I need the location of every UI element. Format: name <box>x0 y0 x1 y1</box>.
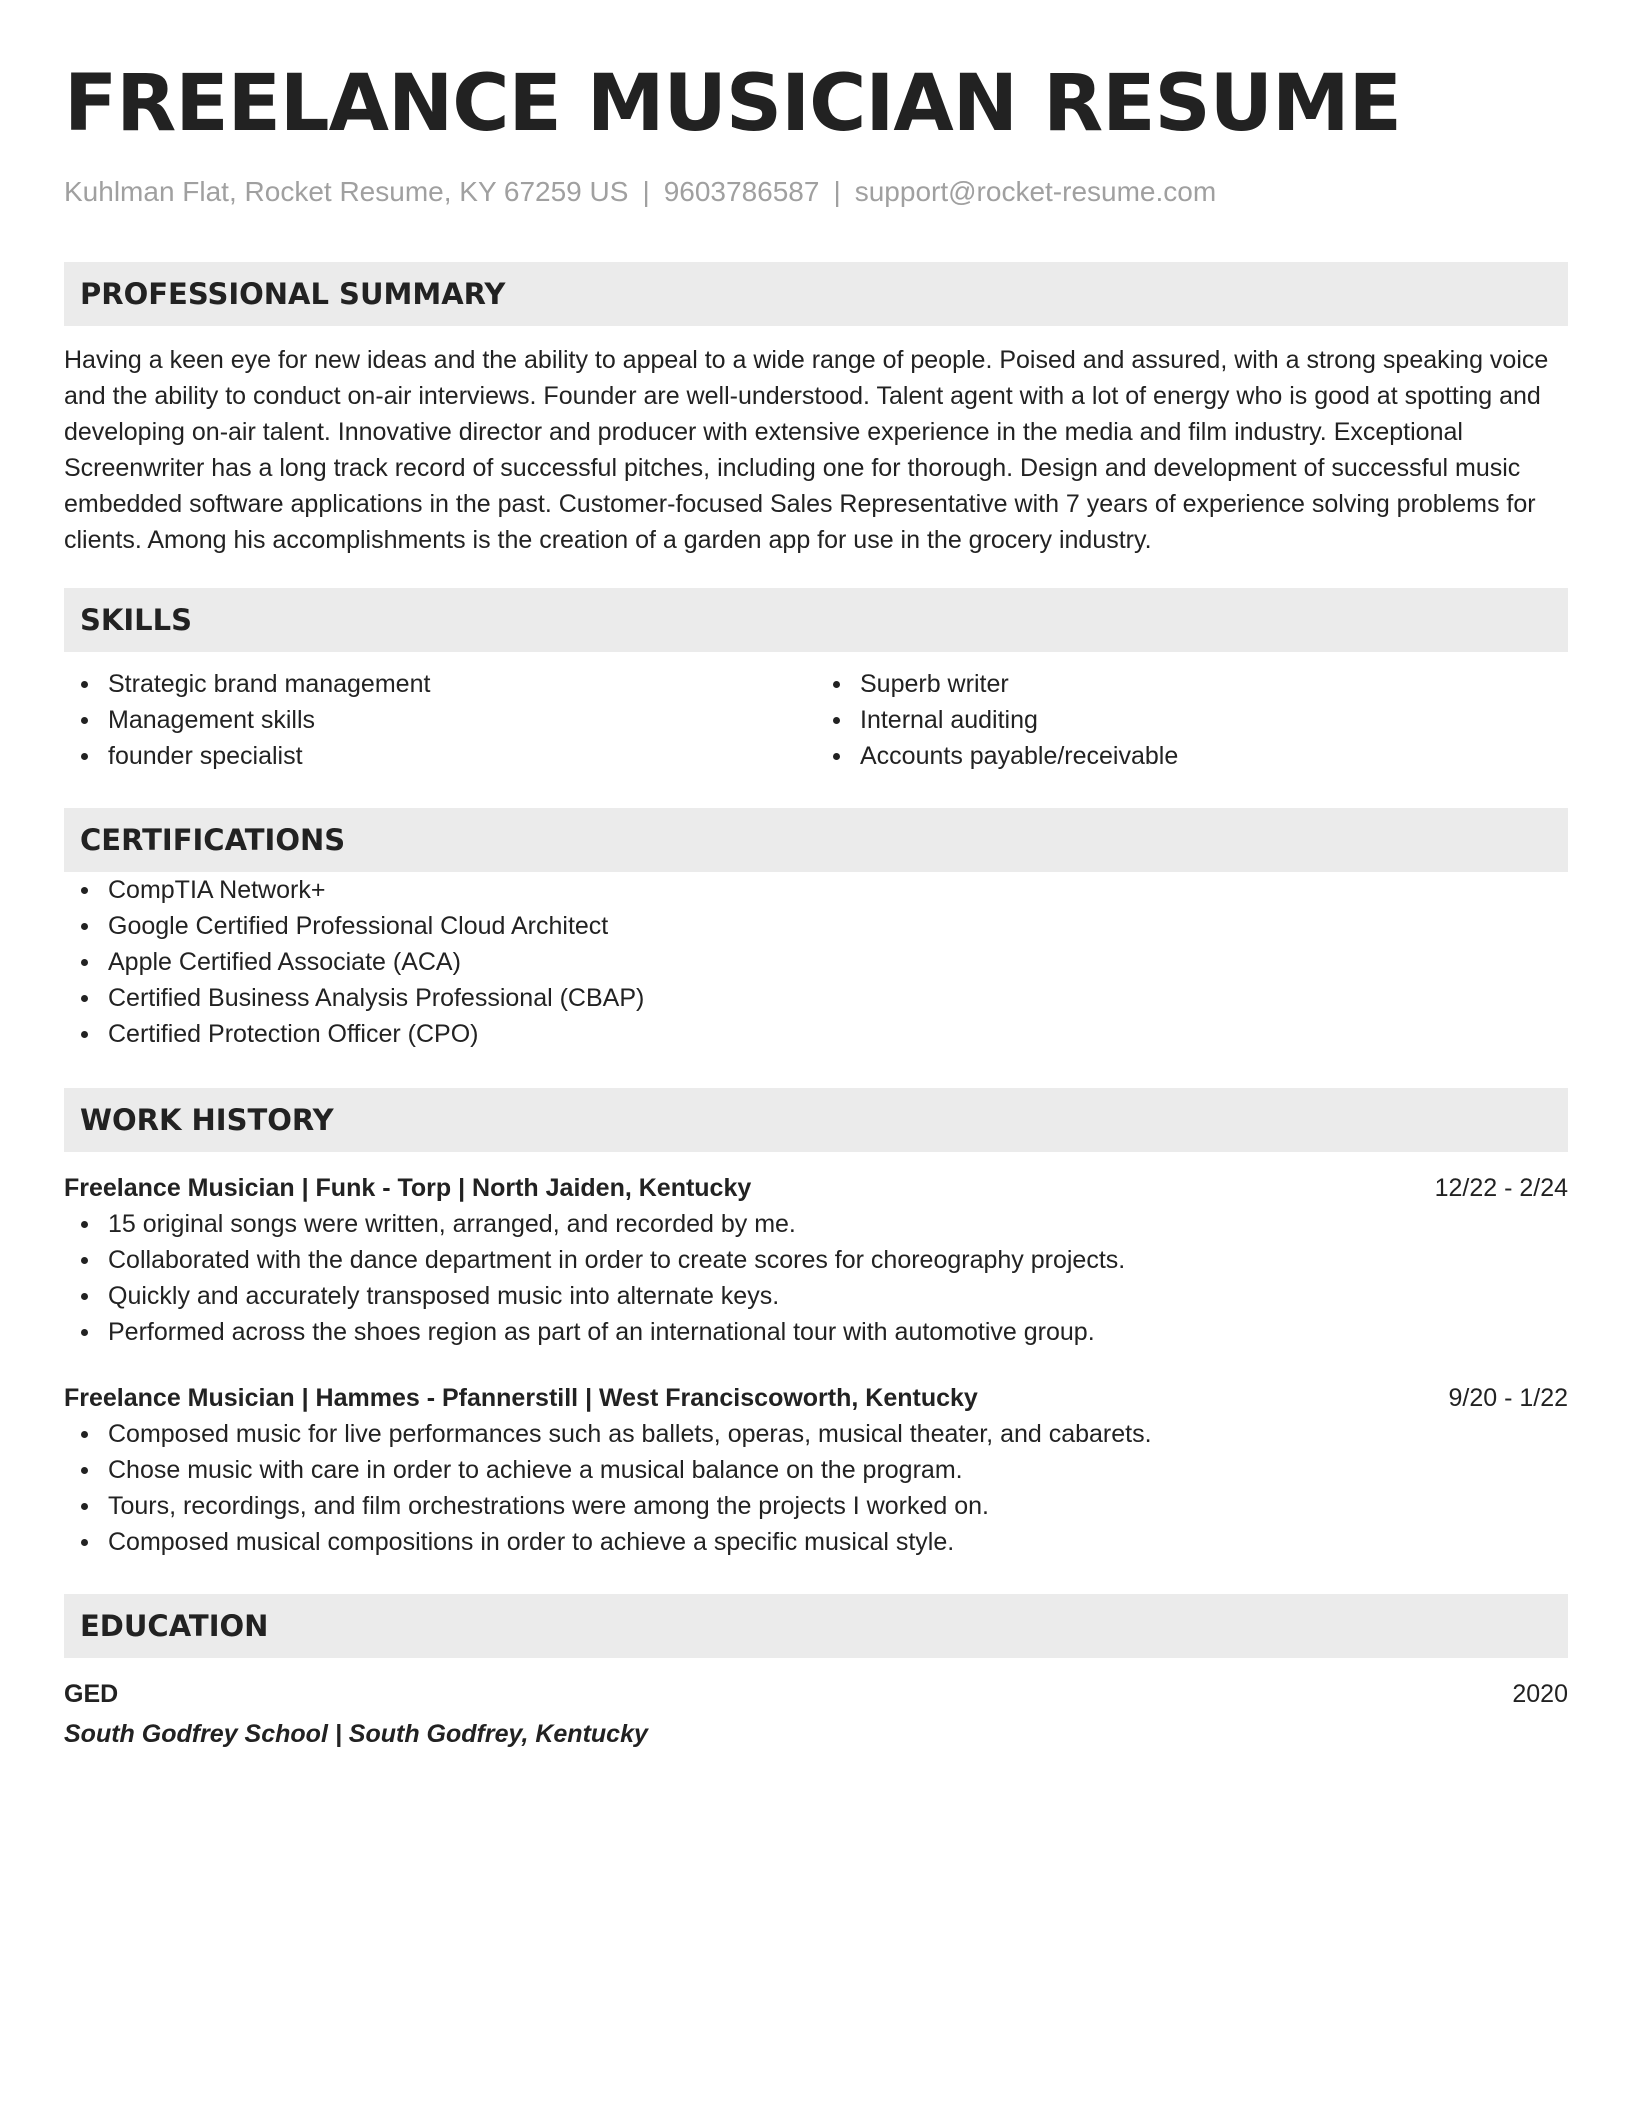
certification-item: Certified Protection Officer (CPO) <box>64 1016 1568 1052</box>
resume-title: FREELANCE MUSICIAN RESUME <box>64 59 1401 149</box>
job-bullet: Chose music with care in order to achieve a musical balance on the program. <box>64 1452 1568 1488</box>
job-entry <box>64 1380 1568 1560</box>
job-title: Freelance Musician | Funk - Torp | North Jaiden, Kentucky <box>64 1174 752 1202</box>
education-school: South Godfrey School | South Godfrey, Kentucky <box>64 1720 648 1748</box>
section-heading-summary: PROFESSIONAL SUMMARY <box>64 262 1568 326</box>
job-bullet: Tours, recordings, and film orchestrations were among the projects I worked on. <box>64 1488 1568 1524</box>
section-heading-skills: SKILLS <box>64 588 1568 652</box>
job-entry <box>64 1170 1568 1350</box>
skills-list-right <box>816 666 1568 774</box>
skill-item: Management skills <box>64 702 816 738</box>
skill-item: Internal auditing <box>816 702 1568 738</box>
job-header <box>64 1170 1568 1206</box>
job-bullet: Composed music for live performances such as ballets, operas, musical theater, and cabarets. <box>64 1416 1568 1452</box>
skills-list-left <box>64 666 816 774</box>
certification-item: Apple Certified Associate (ACA) <box>64 944 1568 980</box>
section-heading-work-history: WORK HISTORY <box>64 1088 1568 1152</box>
certification-item: Google Certified Professional Cloud Architect <box>64 908 1568 944</box>
skills-columns <box>64 666 1568 774</box>
job-bullet: Composed musical compositions in order to achieve a specific musical style. <box>64 1524 1568 1560</box>
skills-left-column <box>64 666 816 774</box>
job-bullet-list <box>64 1416 1568 1560</box>
contact-separator: | <box>642 176 650 207</box>
skill-item: founder specialist <box>64 738 816 774</box>
contact-separator: | <box>833 176 841 207</box>
contact-email: support@rocket-resume.com <box>854 176 1217 207</box>
job-bullet: Performed across the shoes region as part of an international tour with automotive group. <box>64 1314 1568 1350</box>
certification-item: Certified Business Analysis Professional (CBAP) <box>64 980 1568 1016</box>
job-title: Freelance Musician | Hammes - Pfannerstill | West Franciscoworth, Kentucky <box>64 1384 978 1412</box>
summary-text: Having a keen eye for new ideas and the ability to appeal to a wide range of people. Poised and assured, with a strong speaking voice and the ability to conduct on-air interviews. Founder are well-understood. Talent agent with a lot of energy who is good at spotting and developing on-air talent. Innovative director and producer with extensive experience in the media and film industry. Exceptional Screenwriter has a long track record of successful pitches, including one for thorough. Design and development of successful music embedded software applications in the past. Customer-focused Sales Representative with 7 years of experience solving problems for clients. Among his accomplishments is the creation of a garden app for use in the grocery industry. <box>64 346 1549 554</box>
certifications-list <box>64 872 1568 1052</box>
section-heading-certifications: CERTIFICATIONS <box>64 808 1568 872</box>
job-bullet: Collaborated with the dance department in order to create scores for choreography projects. <box>64 1242 1568 1278</box>
job-dates: 12/22 - 2/24 <box>1434 1174 1568 1202</box>
skill-item: Superb writer <box>816 666 1568 702</box>
contact-line <box>64 174 1568 210</box>
education-degree: GED <box>64 1680 119 1708</box>
contact-phone: 9603786587 <box>663 176 820 207</box>
certification-item: CompTIA Network+ <box>64 872 1568 908</box>
education-header <box>64 1676 1568 1712</box>
section-heading-education: EDUCATION <box>64 1594 1568 1658</box>
job-bullet: 15 original songs were written, arranged, and recorded by me. <box>64 1206 1568 1242</box>
education-year: 2020 <box>1512 1680 1568 1708</box>
job-bullet: Quickly and accurately transposed music into alternate keys. <box>64 1278 1568 1314</box>
skills-right-column <box>816 666 1568 774</box>
contact-address: Kuhlman Flat, Rocket Resume, KY 67259 US <box>64 176 629 207</box>
skill-item: Strategic brand management <box>64 666 816 702</box>
job-bullet-list <box>64 1206 1568 1350</box>
job-dates: 9/20 - 1/22 <box>1448 1384 1568 1412</box>
skill-item: Accounts payable/receivable <box>816 738 1568 774</box>
job-header <box>64 1380 1568 1416</box>
